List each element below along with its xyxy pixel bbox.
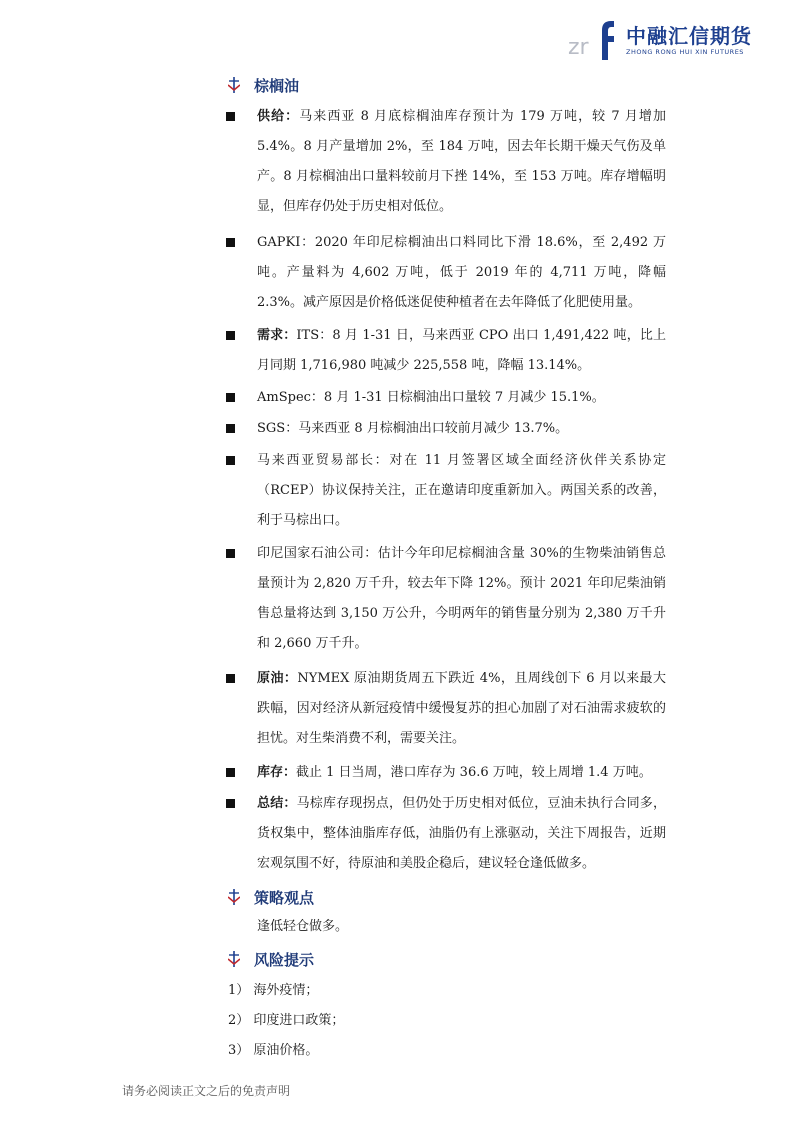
bullet-square-icon xyxy=(226,799,235,808)
bullet-square-icon xyxy=(226,238,235,247)
bullet-square-icon xyxy=(226,674,235,683)
item-text: 马来西亚 8 月底棕榈油库存预计为 179 万吨，较 7 月增加 5.4%。8 月产量增加 2%，至 184 万吨，因去年长期干燥天气伤及单产。8 月棕榈油出口量料较前月下挫 14%，至 153 万吨。库存增幅明显，但库存仍处于历史相对低位。 xyxy=(257,109,666,214)
risk-item: 1） 海外疫情； xyxy=(228,983,319,998)
zrf-logo-mark-icon xyxy=(568,16,614,62)
section-heading-palm-oil xyxy=(228,72,299,98)
section-title: 策略观点 xyxy=(254,888,315,907)
logo-company-name-en: ZHONG RONG HUI XIN FUTURES xyxy=(626,48,744,56)
bullet-item xyxy=(226,664,666,754)
bullet-square-icon xyxy=(226,331,235,340)
section-title: 棕榈油 xyxy=(254,76,300,95)
item-label: 总结： xyxy=(257,796,297,811)
bullet-item xyxy=(226,414,666,444)
bullet-square-icon xyxy=(226,768,235,777)
bullet-square-icon xyxy=(226,112,235,121)
bullet-item xyxy=(226,758,666,788)
bullet-item xyxy=(226,383,666,413)
bullet-square-icon xyxy=(226,424,235,433)
company-logo xyxy=(568,16,778,62)
bullet-square-icon xyxy=(226,456,235,465)
bullet-item xyxy=(226,228,666,318)
bullet-item xyxy=(226,321,666,381)
disclaimer-footer: 请务必阅读正文之后的免责声明 xyxy=(122,1084,291,1098)
item-label: 库存： xyxy=(257,765,297,780)
item-text: 印尼国家石油公司：估计今年印尼棕榈油含量 30%的生物柴油销售总量预计为 2,820 万千升，较去年下降 12%。预计 2021 年印尼柴油销售总量将达到 3,150 万公升，今明两年的销售量分别为 2,380 万千升和 2,660 万千升。 xyxy=(257,546,666,651)
item-label: 需求： xyxy=(257,328,297,343)
bullet-square-icon xyxy=(226,549,235,558)
risk-item: 2） 印度进口政策； xyxy=(228,1013,345,1028)
item-text: GAPKI：2020 年印尼棕榈油出口料同比下滑 18.6%，至 2,492 万吨。产量料为 4,602 万吨，低于 2019 年的 4,711 万吨，降幅 2.3%。减产原因是价格低迷促使种植者在去年降低了化肥使用量。 xyxy=(257,235,666,310)
section-heading-strategy xyxy=(228,884,314,910)
item-text: NYMEX 原油期货周五下跌近 4%，且周线创下 6 月以来最大跌幅，因对经济从新冠疫情中缓慢复苏的担心加剧了对石油需求疲软的担忧。对生柴消费不利，需要关注。 xyxy=(257,671,666,746)
bullet-item xyxy=(226,102,666,222)
risk-item: 3） 原油价格。 xyxy=(228,1043,319,1058)
bullet-square-icon xyxy=(226,393,235,402)
item-text: 马棕库存现拐点，但仍处于历史相对低位，豆油未执行合同多，货权集中，整体油脂库存低，油脂仍有上涨驱动，关注下周报告，近期宏观氛围不好，待原油和美股企稳后，建议轻仓逢低做多。 xyxy=(257,796,666,871)
bullet-item xyxy=(226,539,666,659)
item-label: 供给： xyxy=(257,109,300,124)
item-text: 截止 1 日当周，港口库存为 36.6 万吨，较上周增 1.4 万吨。 xyxy=(296,765,652,780)
svg-text:zr: zr xyxy=(568,35,589,60)
arrow-marker-icon xyxy=(228,951,240,967)
section-title: 风险提示 xyxy=(254,950,315,969)
logo-company-name: 中融汇信期货 xyxy=(626,24,752,48)
section-heading-risk xyxy=(228,946,314,972)
item-text: SGS：马来西亚 8 月棕榈油出口较前月减少 13.7%。 xyxy=(257,421,569,436)
item-text: 马来西亚贸易部长：对在 11 月签署区域全面经济伙伴关系协定（RCEP）协议保持关注，正在邀请印度重新加入。两国关系的改善，利于马棕出口。 xyxy=(257,453,666,528)
bullet-item xyxy=(226,789,666,879)
strategy-text: 逢低轻仓做多。 xyxy=(257,919,349,934)
item-label: 原油： xyxy=(257,671,298,686)
arrow-marker-icon xyxy=(228,889,240,905)
item-text: AmSpec：8 月 1-31 日棕榈油出口量较 7 月减少 15.1%。 xyxy=(257,390,605,405)
item-text: ITS：8 月 1-31 日，马来西亚 CPO 出口 1,491,422 吨，比上月同期 1,716,980 吨减少 225,558 吨，降幅 13.14%。 xyxy=(257,328,666,373)
bullet-item xyxy=(226,446,666,536)
arrow-marker-icon xyxy=(228,77,240,93)
